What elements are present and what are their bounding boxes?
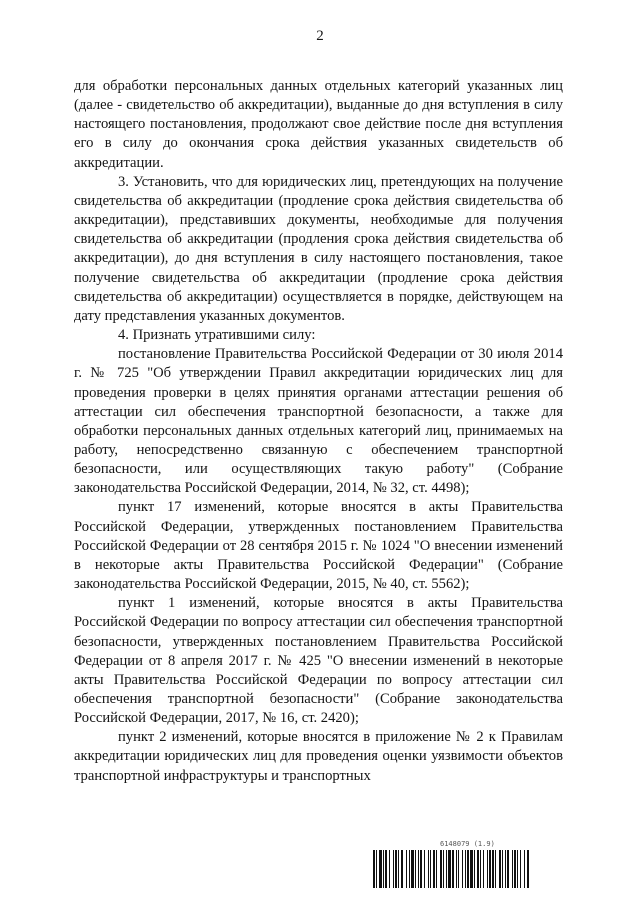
barcode-bar	[495, 850, 496, 888]
barcode-bar	[514, 850, 516, 888]
barcode-bar	[411, 850, 414, 888]
barcode-bar	[436, 850, 437, 888]
barcode-bar	[520, 850, 521, 888]
barcode-bar	[383, 850, 384, 888]
barcode-bar	[499, 850, 501, 888]
barcode-bar	[440, 850, 442, 888]
page-number: 2	[316, 28, 324, 44]
barcode-bar	[389, 850, 390, 888]
barcode-bar	[517, 850, 518, 888]
barcode-bar	[458, 850, 459, 888]
barcode-bar	[483, 850, 484, 888]
paragraph-repeal-725: постановление Правительства Российской Федерации от 30 июля 2014 г. № 725 "Об утверждении Правил аккредитации юридических лиц для проведения проверки в целях принятия органами аттестации решения об аттестации сил обеспечения транспортной безопасности, а также для обработки персональных данных отдельных категорий лиц, принимаемых на работу, непосредственно связанную с обеспечением транспортной безопасности, или осуществляющих такую работу" (Собрание законодательства Российской Федерации, 2014, № 32, ст. 4498);	[74, 346, 563, 497]
barcode-bar	[448, 850, 451, 888]
barcode-bar	[480, 850, 481, 888]
barcode-bar	[467, 850, 469, 888]
barcode-bar	[462, 850, 463, 888]
paragraph-item-3: 3. Установить, что для юридических лиц, претендующих на получение свидетельства об аккредитации (продление срока действия свидетельства об аккредитации), представивших документы, необходимые для получения свидетельства об аккредитации (продления срока действия свидетельства об аккредитации), до дня вступления в силу настоящего постановления, такое получение свидетельства об аккредитации (продление срока действия свидетельства об аккредитации) осуществляется в порядке, действующем на дату представления указанных документов.	[74, 173, 563, 324]
barcode-bar	[428, 850, 429, 888]
barcode-bar	[446, 850, 447, 888]
barcode-bar	[376, 850, 377, 888]
barcode-bar	[430, 850, 431, 888]
barcode-bar	[492, 850, 494, 888]
barcode-bar	[470, 850, 473, 888]
barcode-bar	[474, 850, 475, 888]
barcode-bar	[465, 850, 466, 888]
barcode-bar	[424, 850, 425, 888]
barcode-bar	[393, 850, 394, 888]
barcode-bar	[527, 850, 529, 888]
barcode-bar	[433, 850, 435, 888]
paragraph-continuation: для обработки персональных данных отдельных категорий указанных лиц (далее - свидетельство об аккредитации), выданные до дня вступления в силу настоящего постановления, продолжают свое действие после дня вступления его в силу до окончания срока действия указанных свидетельств об аккредитации.	[74, 78, 563, 171]
barcode-bar	[443, 850, 444, 888]
paragraph-repeal-425: пункт 1 изменений, которые вносятся в акты Правительства Российской Федерации по вопросу аттестации сил обеспечения транспортной безопасности, утвержденных постановлением Правительства Российской Федерации от 8 апреля 2017 г. № 425 "О внесении изменений в некоторые акты Правительства Российской Федерации по вопросу аттестации сил обеспечения транспортной безопасности" (Собрание законодательства Российской Федерации, 2017, № 16, ст. 2420);	[74, 595, 563, 727]
barcode-caption: 6148079 (1.9)	[440, 840, 495, 848]
barcode-bar	[489, 850, 491, 888]
barcode-bar	[505, 850, 506, 888]
barcode-bar	[379, 850, 382, 888]
barcode-bar	[409, 850, 410, 888]
barcode-bar	[398, 850, 399, 888]
barcode-bar	[456, 850, 457, 888]
barcode-bar	[406, 850, 407, 888]
barcode-bar	[507, 850, 509, 888]
barcode	[372, 850, 602, 888]
barcode-bar	[487, 850, 488, 888]
document-body	[74, 77, 563, 786]
barcode-bar	[385, 850, 387, 888]
barcode-bar	[502, 850, 503, 888]
barcode-bar	[395, 850, 397, 888]
barcode-bar	[524, 850, 525, 888]
barcode-bar	[420, 850, 422, 888]
paragraph-repeal-appendix-2: пункт 2 изменений, которые вносятся в приложение № 2 к Правилам аккредитации юридических лиц для проведения оценки уязвимости объектов транспортной инфраструктуры и транспортных	[74, 729, 563, 784]
barcode-bar	[373, 850, 375, 888]
barcode-bar	[452, 850, 454, 888]
barcode-bar	[418, 850, 419, 888]
barcode-bar	[401, 850, 403, 888]
barcode-bar	[512, 850, 513, 888]
paragraph-repeal-1024: пункт 17 изменений, которые вносятся в акты Правительства Российской Федерации, утвержденных постановлением Правительства Российской Федерации от 28 сентября 2015 г. № 1024 "О внесении изменений в некоторые акты Правительства Российской Федерации" (Собрание законодательства Российской Федерации, 2015, № 40, ст. 5562);	[74, 499, 563, 593]
barcode-bar	[477, 850, 479, 888]
barcode-bar	[415, 850, 416, 888]
paragraph-item-4: 4. Признать утратившими силу:	[118, 327, 316, 344]
